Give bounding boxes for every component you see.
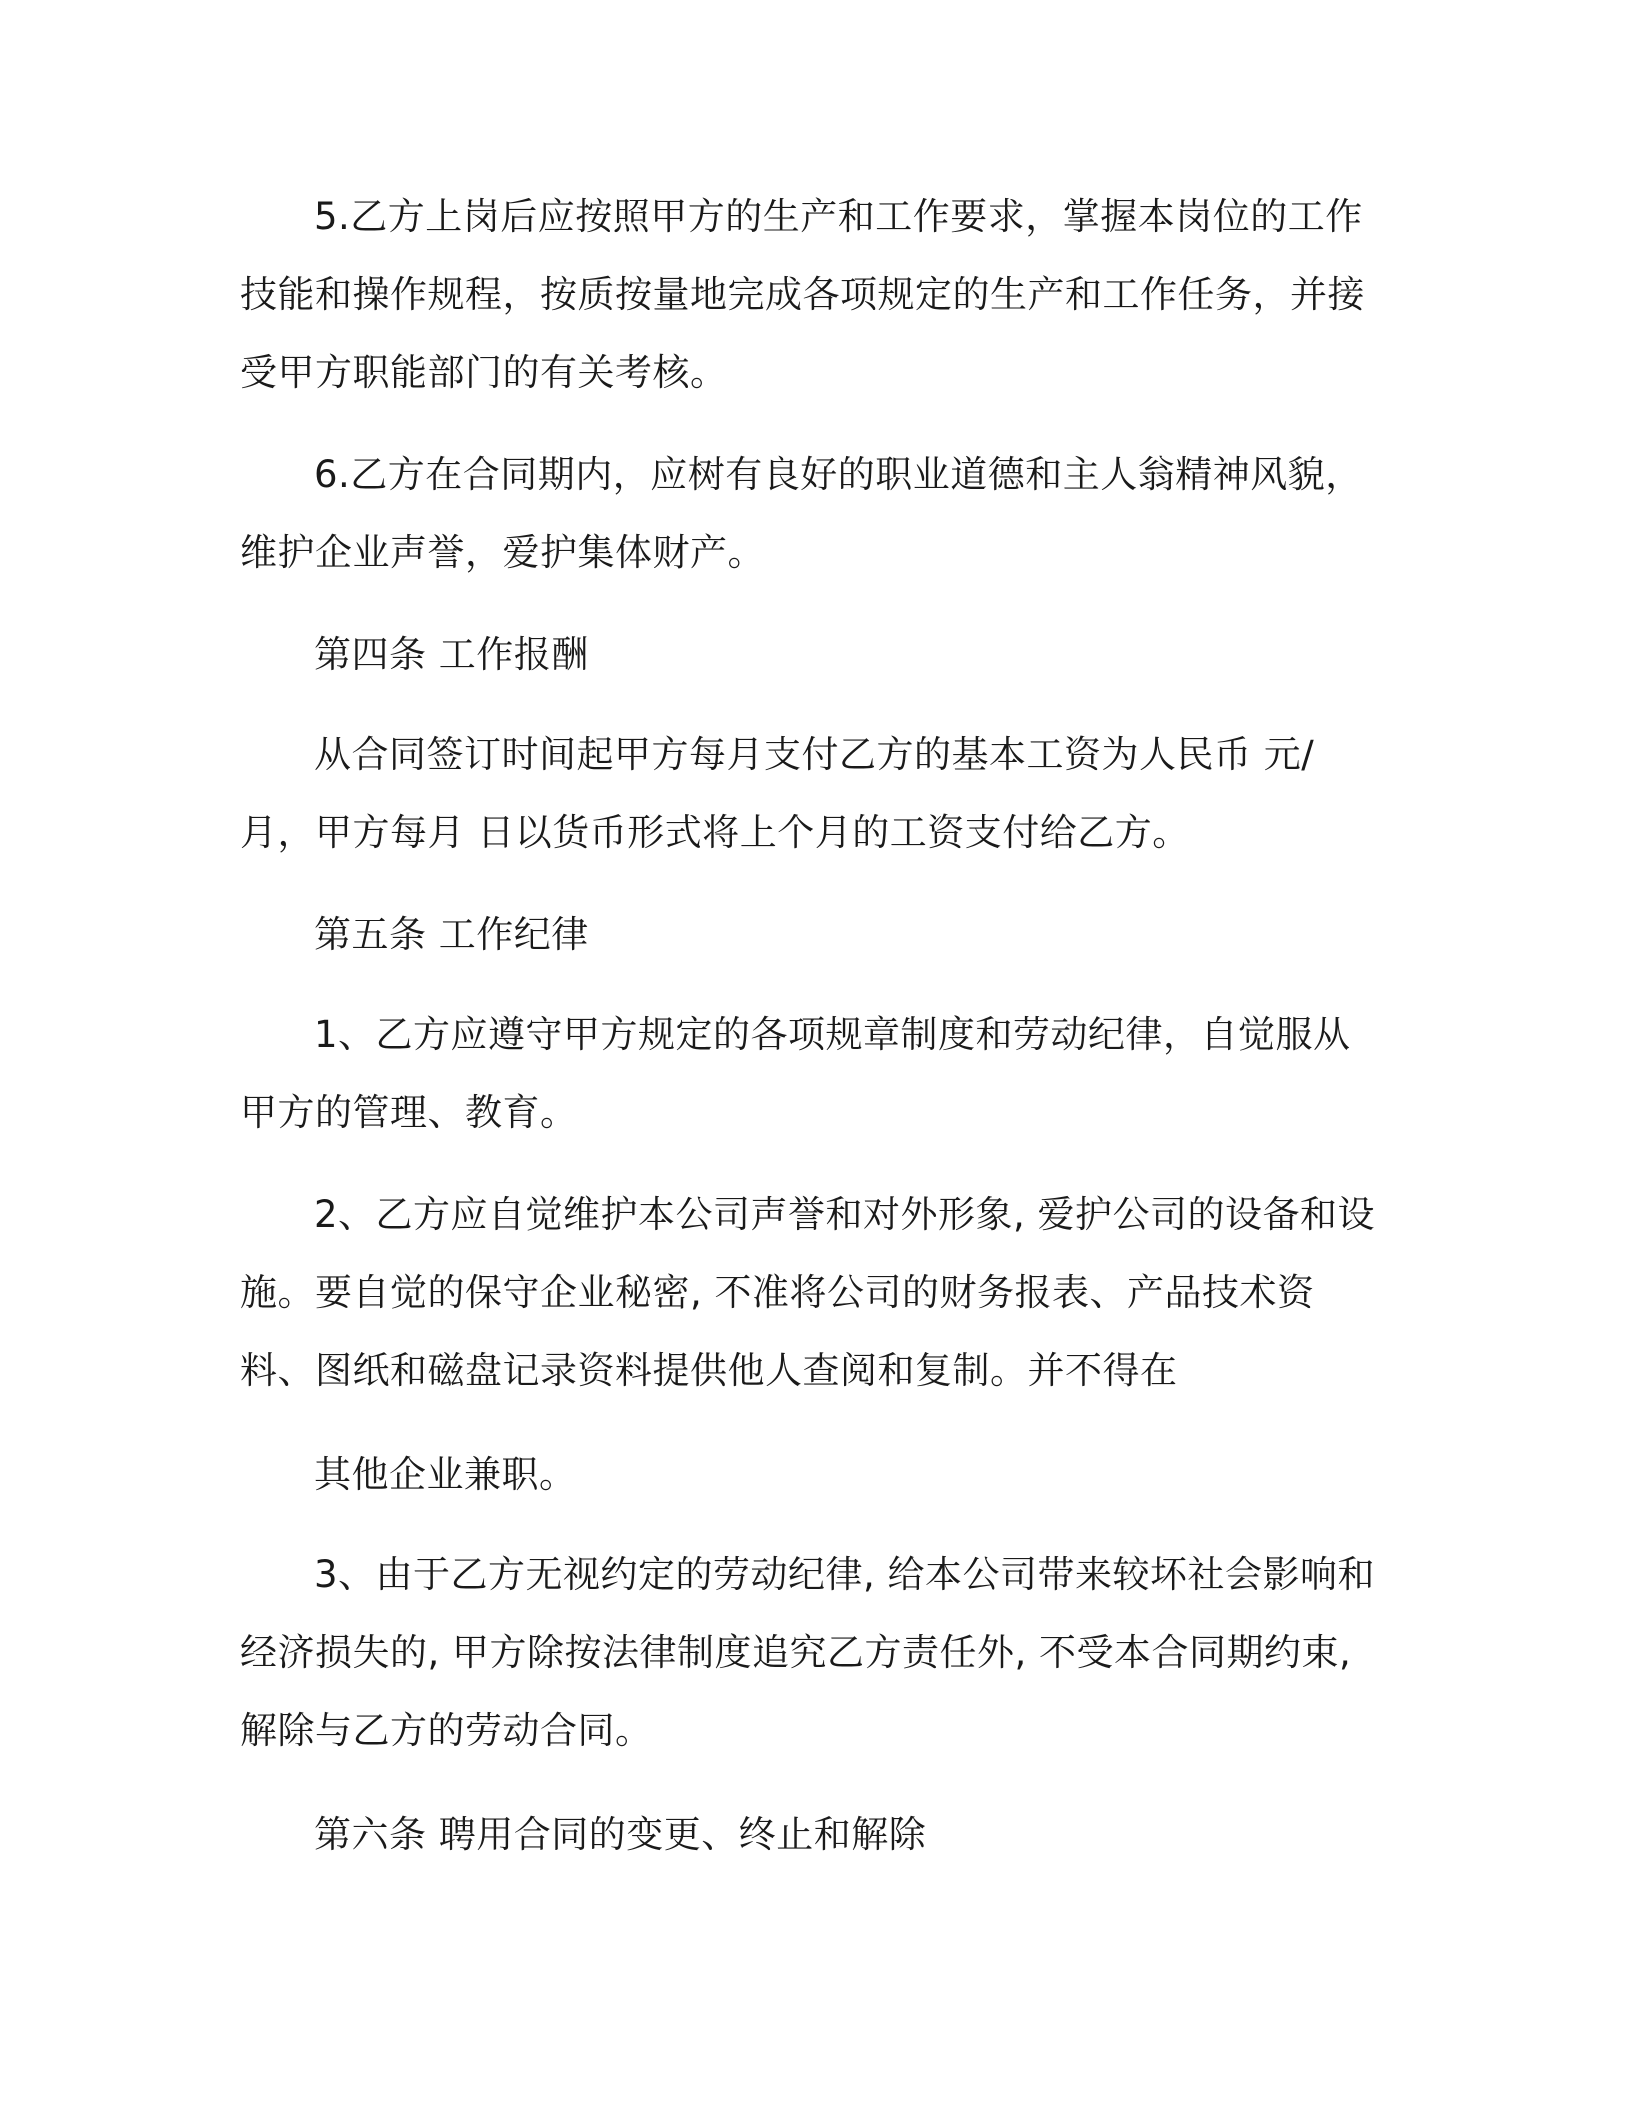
clause-5-item-2: 2、乙方应自觉维护本公司声誉和对外形象, 爱护公司的设备和设施。要自觉的保守企业秘密, 不准将公司的财务报表、产品技术资料、图纸和磁盘记录资料提供他人查阅和复制。并不得在 [240, 1193, 1376, 1392]
clause-4-body: 从合同签订时间起甲方每月支付乙方的基本工资为人民币 元/月，甲方每月 日以货币形式将上个月的工资支付给乙方。 [240, 733, 1315, 854]
heading-article-6: 第六条 聘用合同的变更、终止和解除 [314, 1813, 927, 1856]
heading-article-5: 第五条 工作纪律 [314, 913, 589, 956]
heading-article-4: 第四条 工作报酬 [314, 633, 589, 676]
clause-5-item-1: 1、乙方应遵守甲方规定的各项规章制度和劳动纪律，自觉服从甲方的管理、教育。 [240, 1013, 1351, 1134]
clause-3-item-5: 5.乙方上岗后应按照甲方的生产和工作要求，掌握本岗位的工作技能和操作规程，按质按量地完成各项规定的生产和工作任务，并接受甲方职能部门的有关考核。 [240, 195, 1365, 394]
clause-3-item-6: 6.乙方在合同期内，应树有良好的职业道德和主人翁精神风貌，维护企业声誉，爱护集体财产。 [240, 453, 1363, 574]
clause-5-item-2-continuation: 其他企业兼职。 [314, 1453, 577, 1496]
clause-5-item-3: 3、由于乙方无视约定的劳动纪律, 给本公司带来较坏社会影响和经济损失的, 甲方除按法律制度追究乙方责任外, 不受本合同期约束, 解除与乙方的劳动合同。 [240, 1553, 1376, 1752]
